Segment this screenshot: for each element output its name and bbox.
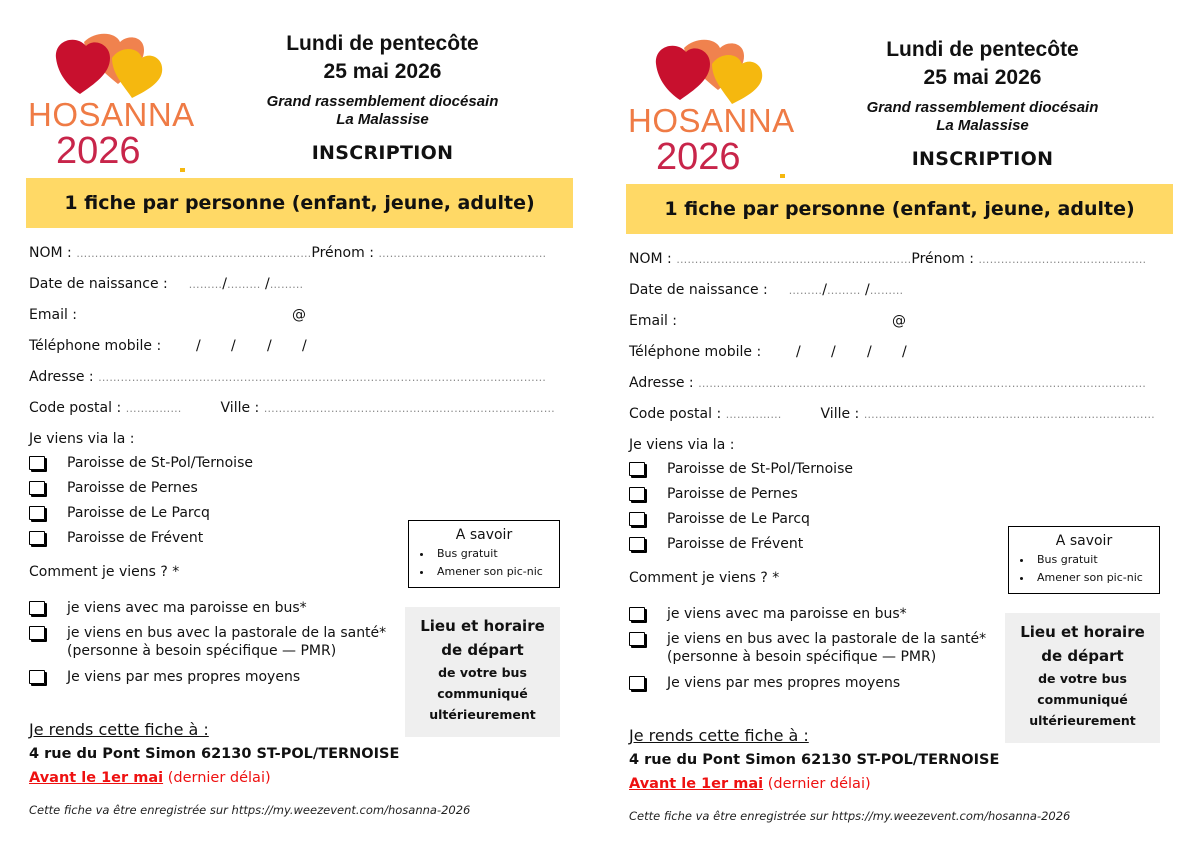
cp-label: Code postal :	[29, 400, 122, 416]
naissance-day-dots: ………	[188, 278, 223, 291]
a-savoir-item: • Amener son pic-nic	[1033, 569, 1159, 587]
via-option[interactable]	[629, 485, 798, 503]
nom-label: NOM :	[29, 245, 72, 261]
logo-word: HOSANNA	[628, 102, 795, 139]
banner: 1 fiche par personne (enfant, jeune, adulte)	[26, 178, 573, 228]
naissance-label: Date de naissance :	[629, 282, 768, 298]
naissance-year-dots: ………	[269, 278, 304, 291]
logo-dot	[180, 168, 185, 172]
depart-info-box	[405, 607, 560, 737]
banner: 1 fiche par personne (enfant, jeune, adulte)	[626, 184, 1173, 234]
via-option[interactable]	[29, 504, 210, 522]
event-subtitle	[820, 99, 1145, 135]
registration-sheet	[620, 26, 1180, 846]
nom-label: NOM :	[629, 251, 672, 267]
depart-line: de votre bus	[1038, 671, 1127, 686]
comment-option-label: je viens en bus avec la pastorale de la santé*	[667, 631, 987, 647]
deadline	[29, 770, 271, 786]
depart-line: communiqué	[1037, 692, 1128, 707]
checkbox-icon[interactable]	[29, 506, 45, 520]
phone-slash: /	[302, 338, 307, 354]
email-label: Email :	[29, 307, 78, 323]
deadline-note: (dernier délai)	[167, 770, 271, 786]
deadline-date: Avant le 1er mai	[629, 776, 764, 792]
return-address: 4 rue du Pont Simon 62130 ST-POL/TERNOISE	[29, 746, 400, 762]
adresse-dots: …………………………………………………………………………………………………………	[698, 377, 1147, 390]
adresse-label: Adresse :	[29, 369, 94, 385]
event-location: La Malassise	[336, 111, 429, 128]
prenom-dots: ………………………………………	[978, 253, 1147, 266]
comment-label: Comment je viens ? *	[29, 564, 180, 580]
via-option-label: Paroisse de St-Pol/Ternoise	[67, 455, 253, 471]
event-date: 25 mai 2026	[923, 66, 1042, 89]
event-location: La Malassise	[936, 117, 1029, 134]
via-option-label: Paroisse de Frévent	[667, 536, 804, 552]
deadline-date: Avant le 1er mai	[29, 770, 164, 786]
adresse-label: Adresse :	[629, 375, 694, 391]
naissance-label: Date de naissance :	[29, 276, 168, 292]
logo	[622, 34, 795, 179]
phone-slash: /	[831, 344, 836, 360]
a-savoir-title: A savoir	[455, 527, 513, 543]
return-heading: Je rends cette fiche à :	[29, 720, 209, 739]
nom-dots: ………………………………………………………	[676, 253, 912, 266]
hearts-logo-icon	[636, 34, 776, 106]
via-option-label: Paroisse de Le Parcq	[67, 505, 210, 521]
comment-option-label: je viens avec ma paroisse en bus*	[667, 606, 907, 622]
phone-slash: /	[867, 344, 872, 360]
a-savoir-box	[1008, 526, 1160, 594]
a-savoir-item: • Bus gratuit	[1033, 551, 1159, 569]
checkbox-icon[interactable]	[29, 601, 45, 615]
date-slash: /	[265, 276, 270, 292]
comment-option-label: Je viens par mes propres moyens	[67, 669, 301, 685]
at-sign: @	[892, 313, 906, 329]
comment-label: Comment je viens ? *	[629, 570, 780, 586]
logo-year: 2026	[656, 136, 741, 178]
comment-option[interactable]	[29, 624, 386, 660]
naissance-field[interactable]	[629, 282, 903, 298]
event-subtitle	[220, 93, 545, 129]
return-address: 4 rue du Pont Simon 62130 ST-POL/TERNOISE	[629, 752, 1000, 768]
email-field[interactable]	[29, 307, 306, 323]
comment-option[interactable]	[29, 599, 307, 617]
checkbox-icon[interactable]	[629, 607, 645, 621]
event-title	[820, 36, 1145, 92]
date-slash: /	[865, 282, 870, 298]
comment-option-label: je viens en bus avec la pastorale de la santé*	[67, 625, 387, 641]
telephone-field[interactable]	[629, 344, 929, 360]
date-slash: /	[822, 282, 827, 298]
comment-option[interactable]	[629, 674, 900, 692]
via-option[interactable]	[29, 479, 198, 497]
deadline-note: (dernier délai)	[767, 776, 871, 792]
nom-dots: ………………………………………………………	[76, 247, 312, 260]
comment-option-sublabel: (personne à besoin spécifique — PMR)	[667, 649, 937, 665]
logo-year: 2026	[56, 130, 141, 172]
date-slash: /	[222, 276, 227, 292]
checkbox-icon[interactable]	[29, 626, 45, 640]
naissance-year-dots: ………	[869, 284, 904, 297]
checkbox-icon[interactable]	[629, 512, 645, 526]
naissance-month-dots: ………	[826, 284, 861, 297]
depart-line: de votre bus	[438, 665, 527, 680]
prenom-label: Prénom :	[311, 245, 374, 261]
via-option-label: Paroisse de St-Pol/Ternoise	[667, 461, 853, 477]
depart-line: de départ	[441, 641, 524, 659]
checkbox-icon[interactable]	[629, 462, 645, 476]
checkbox-icon[interactable]	[629, 537, 645, 551]
checkbox-icon[interactable]	[29, 481, 45, 495]
via-option-label: Paroisse de Frévent	[67, 530, 204, 546]
depart-line: communiqué	[437, 686, 528, 701]
a-savoir-title: A savoir	[1055, 533, 1113, 549]
cp-dots: ……………	[125, 402, 182, 415]
checkbox-icon[interactable]	[629, 632, 645, 646]
registration-note: Cette fiche va être enregistrée sur https://my.weezevent.com/hosanna-2026	[29, 803, 471, 817]
naissance-field[interactable]	[29, 276, 303, 292]
inscription-heading: INSCRIPTION	[911, 148, 1054, 170]
logo	[22, 28, 195, 173]
registration-sheet	[20, 20, 580, 840]
depart-line: ultérieurement	[1029, 713, 1136, 728]
adresse-field[interactable]	[29, 369, 546, 385]
via-option-label: Paroisse de Pernes	[67, 480, 198, 496]
email-label: Email :	[629, 313, 678, 329]
comment-option-sublabel: (personne à besoin spécifique — PMR)	[67, 643, 337, 659]
depart-line: ultérieurement	[429, 707, 536, 722]
prenom-dots: ………………………………………	[378, 247, 547, 260]
depart-line: de départ	[1041, 647, 1124, 665]
phone-slash: /	[196, 338, 201, 354]
telephone-label: Téléphone mobile :	[29, 338, 162, 354]
ville-dots: ……………………………………………………………………	[863, 408, 1155, 421]
via-option[interactable]	[29, 529, 203, 547]
nom-field[interactable]	[629, 251, 1146, 267]
via-option-label: Paroisse de Pernes	[667, 486, 798, 502]
checkbox-icon[interactable]	[29, 670, 45, 684]
event-title	[220, 30, 545, 86]
phone-slash: /	[267, 338, 272, 354]
a-savoir-item: • Amener son pic-nic	[433, 563, 559, 581]
ville-label: Ville :	[220, 400, 260, 416]
comment-option-label: Je viens par mes propres moyens	[667, 675, 901, 691]
logo-word: HOSANNA	[28, 96, 195, 133]
event-date: 25 mai 2026	[323, 60, 442, 83]
telephone-field[interactable]	[29, 338, 329, 354]
logo-dot	[780, 174, 785, 178]
via-option-label: Paroisse de Le Parcq	[667, 511, 810, 527]
checkbox-icon[interactable]	[29, 531, 45, 545]
via-option[interactable]	[629, 460, 853, 478]
phone-slash: /	[902, 344, 907, 360]
comment-option-label: je viens avec ma paroisse en bus*	[67, 600, 307, 616]
checkbox-icon[interactable]	[629, 676, 645, 690]
a-savoir-box	[408, 520, 560, 588]
at-sign: @	[292, 307, 306, 323]
via-option[interactable]	[629, 510, 810, 528]
event-description: Grand rassemblement diocésain	[866, 99, 1099, 116]
cp-ville-field[interactable]	[29, 400, 555, 416]
via-label: Je viens via la :	[629, 437, 735, 453]
depart-info-box	[1005, 613, 1160, 743]
telephone-label: Téléphone mobile :	[629, 344, 762, 360]
phone-slash: /	[231, 338, 236, 354]
ville-dots: ……………………………………………………………………	[263, 402, 555, 415]
comment-option[interactable]	[29, 668, 300, 686]
via-label: Je viens via la :	[29, 431, 135, 447]
via-option[interactable]	[629, 535, 803, 553]
comment-option[interactable]	[629, 605, 907, 623]
prenom-label: Prénom :	[911, 251, 974, 267]
checkbox-icon[interactable]	[629, 487, 645, 501]
naissance-month-dots: ………	[226, 278, 261, 291]
cp-ville-field[interactable]	[629, 406, 1155, 422]
event-day: Lundi de pentecôte	[886, 38, 1079, 61]
event-day: Lundi de pentecôte	[286, 32, 479, 55]
hearts-logo-icon	[36, 28, 176, 100]
nom-field[interactable]	[29, 245, 546, 261]
adresse-field[interactable]	[629, 375, 1146, 391]
email-field[interactable]	[629, 313, 906, 329]
inscription-heading: INSCRIPTION	[311, 142, 454, 164]
cp-label: Code postal :	[629, 406, 722, 422]
adresse-dots: …………………………………………………………………………………………………………	[98, 371, 547, 384]
a-savoir-item: • Bus gratuit	[433, 545, 559, 563]
return-heading: Je rends cette fiche à :	[629, 726, 809, 745]
phone-slash: /	[796, 344, 801, 360]
event-description: Grand rassemblement diocésain	[266, 93, 499, 110]
checkbox-icon[interactable]	[29, 456, 45, 470]
depart-line: Lieu et horaire	[1020, 623, 1145, 641]
cp-dots: ……………	[725, 408, 782, 421]
naissance-day-dots: ………	[788, 284, 823, 297]
comment-option[interactable]	[629, 630, 986, 666]
deadline	[629, 776, 871, 792]
registration-note: Cette fiche va être enregistrée sur https://my.weezevent.com/hosanna-2026	[629, 809, 1071, 823]
ville-label: Ville :	[820, 406, 860, 422]
depart-line: Lieu et horaire	[420, 617, 545, 635]
via-option[interactable]	[29, 454, 253, 472]
